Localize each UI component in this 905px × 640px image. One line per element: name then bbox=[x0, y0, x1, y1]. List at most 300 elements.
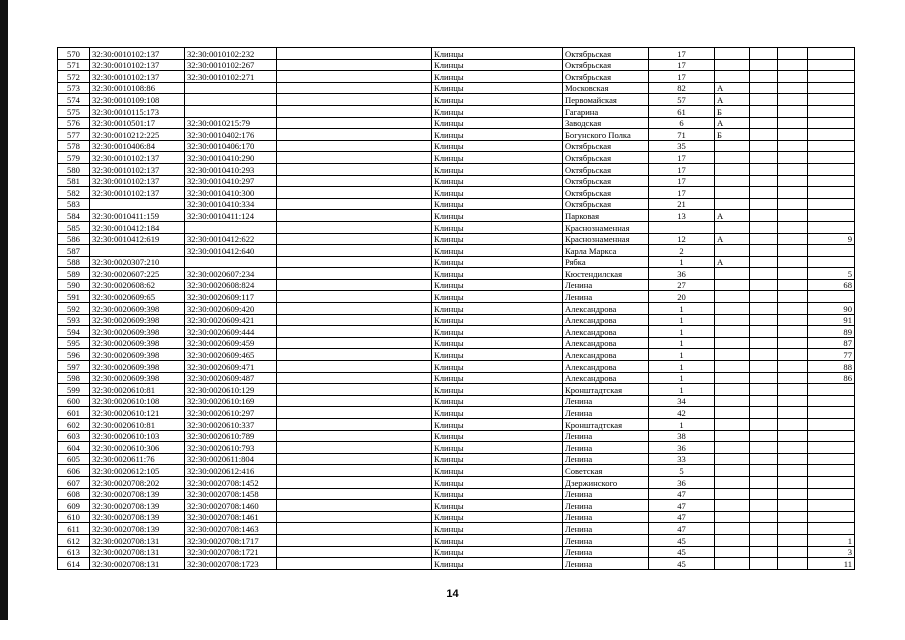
cell-apartment-number bbox=[808, 395, 855, 407]
cell-house-number: 17 bbox=[649, 175, 715, 187]
cell-cadastral-number-land: 32:30:0010102:137 bbox=[90, 152, 185, 164]
cell-col-9 bbox=[750, 233, 778, 245]
cell-cadastral-number-land: 32:30:0020708:139 bbox=[90, 523, 185, 535]
table-row bbox=[58, 326, 855, 338]
cell-city: Клинцы bbox=[432, 476, 563, 488]
cell-house-number: 47 bbox=[649, 500, 715, 512]
cell-house-number: 17 bbox=[649, 187, 715, 199]
cell-city: Клинцы bbox=[432, 558, 563, 570]
cell-city: Клинцы bbox=[432, 279, 563, 291]
cell-row-number: 581 bbox=[58, 175, 90, 187]
cell-city: Клинцы bbox=[432, 372, 563, 384]
cell-col-9 bbox=[750, 488, 778, 500]
cell-street: Ленина bbox=[563, 523, 649, 535]
cell-row-number: 593 bbox=[58, 314, 90, 326]
cell-cadastral-number-building: 32:30:0020708:1721 bbox=[185, 546, 277, 558]
cell-col-10 bbox=[778, 48, 808, 60]
cell-col-9 bbox=[750, 82, 778, 94]
cell-street: Рябка bbox=[563, 256, 649, 268]
cell-street: Ленина bbox=[563, 279, 649, 291]
table-row bbox=[58, 511, 855, 523]
cell-col-9 bbox=[750, 303, 778, 315]
cell-city: Клинцы bbox=[432, 314, 563, 326]
cell-col-10 bbox=[778, 59, 808, 71]
table-row bbox=[58, 361, 855, 373]
cell-empty-col bbox=[277, 407, 432, 419]
cell-cadastral-number-land: 32:30:0010411:159 bbox=[90, 210, 185, 222]
cell-house-number: 17 bbox=[649, 163, 715, 175]
cell-apartment-number bbox=[808, 442, 855, 454]
cell-building-letter: А bbox=[715, 210, 750, 222]
cell-cadastral-number-land: 32:30:0010102:137 bbox=[90, 163, 185, 175]
cell-row-number: 601 bbox=[58, 407, 90, 419]
cell-street: Гагарина bbox=[563, 105, 649, 117]
cell-building-letter bbox=[715, 407, 750, 419]
cell-empty-col bbox=[277, 48, 432, 60]
cell-col-9 bbox=[750, 372, 778, 384]
cell-empty-col bbox=[277, 105, 432, 117]
cell-building-letter bbox=[715, 187, 750, 199]
cell-row-number: 594 bbox=[58, 326, 90, 338]
cell-empty-col bbox=[277, 488, 432, 500]
cell-cadastral-number-land: 32:30:0020609:398 bbox=[90, 372, 185, 384]
cell-building-letter bbox=[715, 71, 750, 83]
table-row bbox=[58, 198, 855, 210]
cell-col-10 bbox=[778, 105, 808, 117]
cell-col-9 bbox=[750, 546, 778, 558]
cell-street: Кюстендилская bbox=[563, 268, 649, 280]
cell-col-10 bbox=[778, 558, 808, 570]
cell-building-letter bbox=[715, 476, 750, 488]
cell-empty-col bbox=[277, 59, 432, 71]
scan-edge-bar bbox=[0, 0, 8, 620]
cell-cadastral-number-land: 32:30:0020609:398 bbox=[90, 349, 185, 361]
cell-street: Ленина bbox=[563, 430, 649, 442]
cell-cadastral-number-land: 32:30:0020708:202 bbox=[90, 476, 185, 488]
cell-apartment-number bbox=[808, 221, 855, 233]
cell-row-number: 610 bbox=[58, 511, 90, 523]
cell-building-letter bbox=[715, 326, 750, 338]
cell-building-letter bbox=[715, 488, 750, 500]
cell-apartment-number bbox=[808, 117, 855, 129]
cell-cadastral-number-building: 32:30:0010410:297 bbox=[185, 175, 277, 187]
table-row bbox=[58, 268, 855, 280]
cell-col-10 bbox=[778, 546, 808, 558]
cell-row-number: 572 bbox=[58, 71, 90, 83]
cell-street: Богунского Полка bbox=[563, 129, 649, 141]
cell-city: Клинцы bbox=[432, 117, 563, 129]
cell-house-number: 17 bbox=[649, 48, 715, 60]
cell-cadastral-number-building: 32:30:0020609:117 bbox=[185, 291, 277, 303]
cell-apartment-number: 91 bbox=[808, 314, 855, 326]
cell-house-number: 1 bbox=[649, 303, 715, 315]
cell-street: Ленина bbox=[563, 407, 649, 419]
cell-empty-col bbox=[277, 117, 432, 129]
cell-cadastral-number-building: 32:30:0010102:267 bbox=[185, 59, 277, 71]
cell-row-number: 580 bbox=[58, 163, 90, 175]
cell-building-letter bbox=[715, 419, 750, 431]
cell-building-letter: Б bbox=[715, 129, 750, 141]
cell-empty-col bbox=[277, 140, 432, 152]
cell-house-number: 35 bbox=[649, 140, 715, 152]
cell-empty-col bbox=[277, 163, 432, 175]
cell-empty-col bbox=[277, 465, 432, 477]
cell-house-number: 47 bbox=[649, 523, 715, 535]
cell-col-10 bbox=[778, 361, 808, 373]
cell-row-number: 598 bbox=[58, 372, 90, 384]
cell-empty-col bbox=[277, 349, 432, 361]
cell-street: Ленина bbox=[563, 291, 649, 303]
cell-building-letter bbox=[715, 511, 750, 523]
cell-apartment-number bbox=[808, 140, 855, 152]
cell-city: Клинцы bbox=[432, 465, 563, 477]
cell-row-number: 606 bbox=[58, 465, 90, 477]
cell-apartment-number bbox=[808, 210, 855, 222]
cell-cadastral-number-building bbox=[185, 221, 277, 233]
cell-cadastral-number-building: 32:30:0020610:789 bbox=[185, 430, 277, 442]
cell-apartment-number bbox=[808, 384, 855, 396]
cell-cadastral-number-land: 32:30:0020609:398 bbox=[90, 337, 185, 349]
cell-col-9 bbox=[750, 291, 778, 303]
cell-city: Клинцы bbox=[432, 82, 563, 94]
cell-city: Клинцы bbox=[432, 546, 563, 558]
cell-cadastral-number-building: 32:30:0010412:640 bbox=[185, 245, 277, 257]
cell-street: Октябрьская bbox=[563, 71, 649, 83]
cell-cadastral-number-building bbox=[185, 256, 277, 268]
cell-empty-col bbox=[277, 500, 432, 512]
cell-apartment-number bbox=[808, 430, 855, 442]
cell-row-number: 597 bbox=[58, 361, 90, 373]
cell-house-number: 1 bbox=[649, 372, 715, 384]
cell-empty-col bbox=[277, 546, 432, 558]
cell-apartment-number bbox=[808, 198, 855, 210]
cell-row-number: 582 bbox=[58, 187, 90, 199]
cell-city: Клинцы bbox=[432, 511, 563, 523]
cell-cadastral-number-building: 32:30:0020708:1460 bbox=[185, 500, 277, 512]
cell-row-number: 579 bbox=[58, 152, 90, 164]
cell-house-number: 45 bbox=[649, 534, 715, 546]
cell-row-number: 584 bbox=[58, 210, 90, 222]
cell-col-10 bbox=[778, 419, 808, 431]
table-row bbox=[58, 500, 855, 512]
cell-cadastral-number-building: 32:30:0020708:1461 bbox=[185, 511, 277, 523]
cell-cadastral-number-building: 32:30:0020609:487 bbox=[185, 372, 277, 384]
cell-row-number: 592 bbox=[58, 303, 90, 315]
cell-building-letter bbox=[715, 442, 750, 454]
table-row bbox=[58, 395, 855, 407]
cell-col-10 bbox=[778, 349, 808, 361]
cell-cadastral-number-building: 32:30:0010402:176 bbox=[185, 129, 277, 141]
cell-cadastral-number-building: 32:30:0010412:622 bbox=[185, 233, 277, 245]
cell-house-number: 42 bbox=[649, 407, 715, 419]
cell-house-number: 36 bbox=[649, 476, 715, 488]
cell-cadastral-number-land: 32:30:0020607:225 bbox=[90, 268, 185, 280]
table-row bbox=[58, 442, 855, 454]
cell-col-10 bbox=[778, 256, 808, 268]
cell-apartment-number: 86 bbox=[808, 372, 855, 384]
cell-cadastral-number-building: 32:30:0020612:416 bbox=[185, 465, 277, 477]
cell-street: Карла Маркса bbox=[563, 245, 649, 257]
table-row bbox=[58, 187, 855, 199]
cell-city: Клинцы bbox=[432, 187, 563, 199]
cell-cadastral-number-building: 32:30:0020708:1458 bbox=[185, 488, 277, 500]
table-row bbox=[58, 372, 855, 384]
cell-cadastral-number-land: 32:30:0020610:108 bbox=[90, 395, 185, 407]
cell-row-number: 587 bbox=[58, 245, 90, 257]
cell-empty-col bbox=[277, 94, 432, 106]
cell-col-9 bbox=[750, 476, 778, 488]
cell-building-letter bbox=[715, 395, 750, 407]
cell-col-9 bbox=[750, 59, 778, 71]
cell-street: Октябрьская bbox=[563, 187, 649, 199]
cell-apartment-number bbox=[808, 256, 855, 268]
table-row bbox=[58, 117, 855, 129]
cell-col-10 bbox=[778, 163, 808, 175]
cell-col-9 bbox=[750, 198, 778, 210]
cell-row-number: 588 bbox=[58, 256, 90, 268]
cell-house-number: 34 bbox=[649, 395, 715, 407]
cell-col-10 bbox=[778, 534, 808, 546]
cell-building-letter bbox=[715, 558, 750, 570]
cell-empty-col bbox=[277, 129, 432, 141]
cell-house-number: 6 bbox=[649, 117, 715, 129]
cell-cadastral-number-building: 32:30:0010410:293 bbox=[185, 163, 277, 175]
cell-building-letter bbox=[715, 384, 750, 396]
cell-col-9 bbox=[750, 407, 778, 419]
cell-cadastral-number-land: 32:30:0020708:131 bbox=[90, 546, 185, 558]
cell-building-letter bbox=[715, 245, 750, 257]
cell-col-10 bbox=[778, 523, 808, 535]
cell-cadastral-number-building: 32:30:0020610:337 bbox=[185, 419, 277, 431]
cell-empty-col bbox=[277, 291, 432, 303]
table-row bbox=[58, 140, 855, 152]
cell-house-number: 1 bbox=[649, 256, 715, 268]
cell-cadastral-number-land: 32:30:0010102:137 bbox=[90, 187, 185, 199]
table-row bbox=[58, 152, 855, 164]
cell-apartment-number bbox=[808, 465, 855, 477]
cell-apartment-number: 89 bbox=[808, 326, 855, 338]
cell-cadastral-number-land: 32:30:0010212:225 bbox=[90, 129, 185, 141]
cell-apartment-number bbox=[808, 453, 855, 465]
cell-cadastral-number-land: 32:30:0010412:184 bbox=[90, 221, 185, 233]
cell-cadastral-number-building: 32:30:0020609:471 bbox=[185, 361, 277, 373]
cell-row-number: 614 bbox=[58, 558, 90, 570]
cell-row-number: 604 bbox=[58, 442, 90, 454]
cell-street: Октябрьская bbox=[563, 163, 649, 175]
cell-row-number: 583 bbox=[58, 198, 90, 210]
cell-col-9 bbox=[750, 453, 778, 465]
cell-col-9 bbox=[750, 442, 778, 454]
cell-row-number: 589 bbox=[58, 268, 90, 280]
cell-building-letter bbox=[715, 465, 750, 477]
table-body bbox=[58, 48, 855, 570]
cell-city: Клинцы bbox=[432, 198, 563, 210]
cell-city: Клинцы bbox=[432, 140, 563, 152]
cell-col-9 bbox=[750, 419, 778, 431]
table-row bbox=[58, 163, 855, 175]
cell-apartment-number bbox=[808, 245, 855, 257]
cell-cadastral-number-land: 32:30:0020609:65 bbox=[90, 291, 185, 303]
table-row bbox=[58, 314, 855, 326]
cell-col-10 bbox=[778, 129, 808, 141]
cell-house-number: 57 bbox=[649, 94, 715, 106]
cell-apartment-number bbox=[808, 187, 855, 199]
cell-house-number: 45 bbox=[649, 558, 715, 570]
cell-city: Клинцы bbox=[432, 152, 563, 164]
cell-col-9 bbox=[750, 361, 778, 373]
cell-cadastral-number-building: 32:30:0020609:459 bbox=[185, 337, 277, 349]
cell-house-number: 17 bbox=[649, 71, 715, 83]
table-row bbox=[58, 303, 855, 315]
table-row bbox=[58, 534, 855, 546]
cell-col-10 bbox=[778, 245, 808, 257]
cell-city: Клинцы bbox=[432, 71, 563, 83]
cell-house-number: 82 bbox=[649, 82, 715, 94]
cell-col-10 bbox=[778, 233, 808, 245]
cell-cadastral-number-land: 32:30:0020611:76 bbox=[90, 453, 185, 465]
cell-cadastral-number-building: 32:30:0020609:421 bbox=[185, 314, 277, 326]
cell-house-number: 36 bbox=[649, 268, 715, 280]
cell-empty-col bbox=[277, 430, 432, 442]
cell-cadastral-number-building: 32:30:0020610:129 bbox=[185, 384, 277, 396]
cell-building-letter bbox=[715, 546, 750, 558]
cell-row-number: 586 bbox=[58, 233, 90, 245]
cell-col-9 bbox=[750, 187, 778, 199]
cell-city: Клинцы bbox=[432, 303, 563, 315]
cell-col-10 bbox=[778, 221, 808, 233]
cell-cadastral-number-land: 32:30:0020307:210 bbox=[90, 256, 185, 268]
cell-empty-col bbox=[277, 453, 432, 465]
cell-empty-col bbox=[277, 326, 432, 338]
cell-row-number: 578 bbox=[58, 140, 90, 152]
cell-house-number: 61 bbox=[649, 105, 715, 117]
cell-apartment-number bbox=[808, 48, 855, 60]
cell-col-9 bbox=[750, 534, 778, 546]
cell-street: Ленина bbox=[563, 488, 649, 500]
cell-apartment-number bbox=[808, 407, 855, 419]
cell-house-number: 36 bbox=[649, 442, 715, 454]
cell-house-number: 38 bbox=[649, 430, 715, 442]
table-row bbox=[58, 175, 855, 187]
cell-col-9 bbox=[750, 511, 778, 523]
table-row bbox=[58, 105, 855, 117]
cell-building-letter bbox=[715, 198, 750, 210]
cell-empty-col bbox=[277, 534, 432, 546]
cell-house-number: 21 bbox=[649, 198, 715, 210]
cell-city: Клинцы bbox=[432, 59, 563, 71]
cell-street: Дзержинского bbox=[563, 476, 649, 488]
cell-cadastral-number-building bbox=[185, 94, 277, 106]
cell-cadastral-number-land: 32:30:0020610:81 bbox=[90, 384, 185, 396]
cell-cadastral-number-land: 32:30:0010102:137 bbox=[90, 48, 185, 60]
cell-col-9 bbox=[750, 140, 778, 152]
cell-apartment-number: 88 bbox=[808, 361, 855, 373]
cell-apartment-number: 3 bbox=[808, 546, 855, 558]
table-row bbox=[58, 233, 855, 245]
cell-street: Ленина bbox=[563, 546, 649, 558]
cell-building-letter bbox=[715, 140, 750, 152]
cell-cadastral-number-building: 32:30:0020708:1717 bbox=[185, 534, 277, 546]
cell-cadastral-number-land: 32:30:0020708:139 bbox=[90, 511, 185, 523]
cell-cadastral-number-land: 32:30:0010108:86 bbox=[90, 82, 185, 94]
cell-row-number: 605 bbox=[58, 453, 90, 465]
cell-city: Клинцы bbox=[432, 163, 563, 175]
cell-cadastral-number-land: 32:30:0010406:84 bbox=[90, 140, 185, 152]
cell-row-number: 599 bbox=[58, 384, 90, 396]
cell-col-10 bbox=[778, 187, 808, 199]
cell-street: Краснознаменная bbox=[563, 233, 649, 245]
cell-col-9 bbox=[750, 256, 778, 268]
cell-apartment-number bbox=[808, 129, 855, 141]
cell-cadastral-number-land: 32:30:0010109:108 bbox=[90, 94, 185, 106]
table-row bbox=[58, 337, 855, 349]
cell-building-letter bbox=[715, 279, 750, 291]
cell-city: Клинцы bbox=[432, 291, 563, 303]
cell-cadastral-number-land: 32:30:0020610:306 bbox=[90, 442, 185, 454]
cell-apartment-number bbox=[808, 511, 855, 523]
table-row bbox=[58, 245, 855, 257]
cell-cadastral-number-building: 32:30:0020608:824 bbox=[185, 279, 277, 291]
cell-house-number: 33 bbox=[649, 453, 715, 465]
cell-city: Клинцы bbox=[432, 175, 563, 187]
table-row bbox=[58, 279, 855, 291]
cell-street: Октябрьская bbox=[563, 140, 649, 152]
cell-cadastral-number-building: 32:30:0020708:1723 bbox=[185, 558, 277, 570]
cell-empty-col bbox=[277, 395, 432, 407]
table-row bbox=[58, 546, 855, 558]
cell-street: Октябрьская bbox=[563, 48, 649, 60]
cell-building-letter bbox=[715, 523, 750, 535]
cell-street: Александрова bbox=[563, 349, 649, 361]
cell-col-9 bbox=[750, 105, 778, 117]
cell-building-letter bbox=[715, 48, 750, 60]
cell-apartment-number: 9 bbox=[808, 233, 855, 245]
cell-col-10 bbox=[778, 117, 808, 129]
cell-building-letter: А bbox=[715, 82, 750, 94]
cell-apartment-number bbox=[808, 500, 855, 512]
cell-house-number: 45 bbox=[649, 546, 715, 558]
cell-city: Клинцы bbox=[432, 233, 563, 245]
cell-empty-col bbox=[277, 361, 432, 373]
cell-city: Клинцы bbox=[432, 407, 563, 419]
cell-empty-col bbox=[277, 442, 432, 454]
cell-house-number: 1 bbox=[649, 419, 715, 431]
cell-house-number: 17 bbox=[649, 152, 715, 164]
cell-street: Октябрьская bbox=[563, 198, 649, 210]
cell-empty-col bbox=[277, 198, 432, 210]
cell-building-letter bbox=[715, 337, 750, 349]
cell-row-number: 576 bbox=[58, 117, 90, 129]
cell-apartment-number bbox=[808, 488, 855, 500]
cell-row-number: 611 bbox=[58, 523, 90, 535]
cell-apartment-number bbox=[808, 163, 855, 175]
cell-building-letter bbox=[715, 534, 750, 546]
cell-col-10 bbox=[778, 198, 808, 210]
cell-col-10 bbox=[778, 442, 808, 454]
cell-col-9 bbox=[750, 175, 778, 187]
cell-empty-col bbox=[277, 279, 432, 291]
cell-cadastral-number-building: 32:30:0020708:1452 bbox=[185, 476, 277, 488]
cell-row-number: 571 bbox=[58, 59, 90, 71]
cell-cadastral-number-land bbox=[90, 245, 185, 257]
cell-apartment-number bbox=[808, 152, 855, 164]
cell-empty-col bbox=[277, 558, 432, 570]
cell-building-letter: Б bbox=[715, 105, 750, 117]
table-row bbox=[58, 349, 855, 361]
cell-city: Клинцы bbox=[432, 384, 563, 396]
cell-cadastral-number-building: 32:30:0010410:300 bbox=[185, 187, 277, 199]
cell-city: Клинцы bbox=[432, 361, 563, 373]
